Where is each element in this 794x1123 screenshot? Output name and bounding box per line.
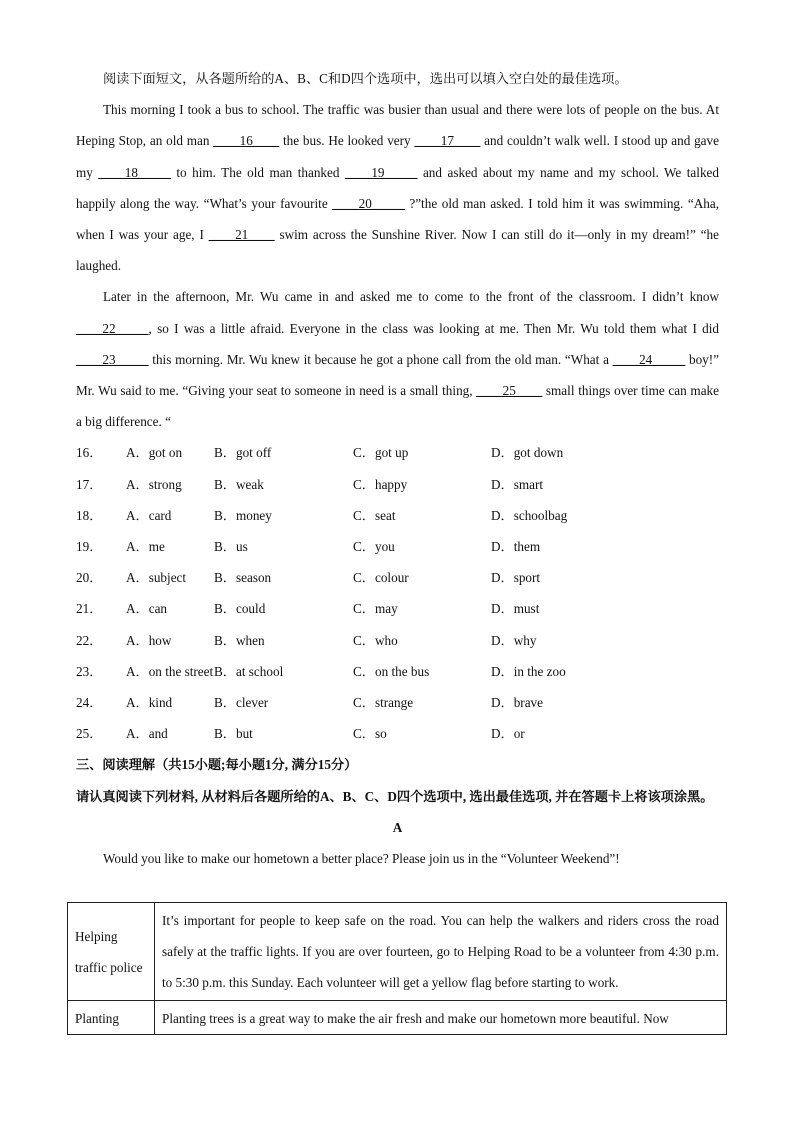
option-d[interactable]: D．why	[491, 632, 537, 648]
document-page	[76, 63, 719, 874]
option-b[interactable]: B．clever	[214, 694, 269, 710]
question-number: 20．	[76, 570, 103, 586]
option-row	[76, 687, 719, 718]
question-number: 19．	[76, 539, 103, 554]
option-c[interactable]: C．colour	[353, 570, 409, 586]
text-run: this morning. Mr. Wu knew it because he got a phone call from the old man. “What a	[148, 351, 613, 367]
passage-label: A	[392, 819, 403, 835]
blank-25: ____25____	[476, 383, 543, 399]
options-list	[76, 437, 719, 749]
text-run: Later in the afternoon, Mr. Wu came in and asked me to come to the front of the classroom. I didn’t know	[103, 289, 719, 305]
option-b[interactable]: B．money	[214, 507, 272, 523]
option-a[interactable]: A．card	[126, 507, 172, 523]
question-number: 16．	[76, 445, 103, 461]
question-number: 18．	[76, 507, 103, 523]
option-a[interactable]: A．got on	[126, 445, 183, 461]
option-c[interactable]: C．on the bus	[353, 663, 430, 679]
option-a[interactable]: A．strong	[126, 476, 182, 492]
option-d[interactable]: D．or	[491, 726, 525, 742]
cloze-instruction: 阅读下面短文，从各题所给的A、B、C和D四个选项中，选出可以填入空白处的最佳选项。	[103, 71, 628, 86]
text-run: This morning I took a bus to school. The traffic was busier than usual and there were lots of people on the bus. At Heping Stop, an old man	[76, 102, 719, 149]
text-run: , so I was a little afraid. Everyone in the class was looking at me. Then Mr. Wu told them what I did	[148, 320, 719, 336]
option-row	[76, 437, 719, 468]
option-b[interactable]: B．weak	[214, 476, 264, 492]
section-title: 三、阅读理解（共15小题;每小题1分, 满分15分）	[76, 757, 358, 773]
option-b[interactable]: B．could	[214, 601, 266, 617]
option-c[interactable]: C．strange	[353, 694, 414, 710]
option-row	[76, 593, 719, 624]
option-row	[76, 625, 719, 656]
option-d[interactable]: D．must	[491, 601, 540, 617]
option-d[interactable]: D．got down	[491, 445, 564, 461]
text-run: and asked about my name and my school. We talked happily along the way. “What’s your favourite	[76, 164, 719, 211]
blank-16: ____16____	[213, 133, 280, 149]
table-row	[68, 1001, 727, 1035]
text-run: the bus. He looked very	[279, 133, 415, 149]
blank-21: ____21____	[208, 227, 275, 243]
blank-24: ____24_____	[612, 351, 686, 367]
option-b[interactable]: B．when	[214, 632, 265, 648]
activity-description: Planting trees is a great way to make the air fresh and make our hometown more beautiful. Now	[155, 1001, 727, 1035]
option-c[interactable]: C．who	[353, 632, 398, 648]
activity-table	[67, 902, 727, 1035]
text-run: boy!” Mr. Wu said to me. “Giving your seat to someone in need is a small thing,	[76, 351, 719, 399]
question-number: 24．	[76, 694, 103, 710]
option-row	[76, 656, 719, 687]
question-number: 23．	[76, 663, 103, 679]
table-row	[68, 903, 727, 1001]
activity-label: Helping traffic police	[68, 903, 155, 1001]
blank-22: ____22_____	[76, 320, 149, 336]
cloze-paragraph-2	[76, 281, 719, 437]
question-number: 25．	[76, 726, 103, 742]
text-run: small things over time can make a big difference. “	[76, 383, 719, 430]
option-d[interactable]: D．schoolbag	[491, 507, 568, 523]
option-row	[76, 469, 719, 500]
option-c[interactable]: C．happy	[353, 476, 408, 492]
option-a[interactable]: A．subject	[126, 570, 187, 586]
option-d[interactable]: D．sport	[491, 570, 541, 586]
option-a[interactable]: A．can	[126, 601, 168, 617]
option-c[interactable]: C．seat	[353, 507, 396, 523]
section-instruction: 请认真阅读下列材料, 从材料后各题所给的A、B、C、D四个选项中, 选出最佳选项, 并在答题卡上将该项涂黑。	[76, 788, 714, 804]
option-a[interactable]: A．me	[126, 539, 165, 554]
option-row	[76, 718, 719, 749]
blank-23: ____23_____	[76, 351, 149, 367]
blank-17: ____17____	[414, 133, 481, 149]
option-b[interactable]: B．season	[214, 570, 272, 586]
blank-19: ____19_____	[344, 164, 418, 180]
question-number: 22．	[76, 632, 103, 648]
option-row	[76, 500, 719, 531]
text-run: ?”the old man asked. I told him it was swimming. “Aha, when I was your age, I	[76, 195, 719, 243]
activity-label: Planting	[68, 1001, 155, 1035]
option-d[interactable]: D．brave	[491, 694, 543, 710]
option-b[interactable]: B．got off	[214, 445, 272, 461]
blank-20: ____20_____	[332, 195, 405, 211]
activity-description: It’s important for people to keep safe on the road. You can help the walkers and riders cross the road safely at the traffic lights. If you are over fourteen, go to Helping Road to be a volunteer from 4:30 p.m. to 5:30 p.m. this Sunday. Each volunteer will get a yellow flag before starting to work.	[155, 903, 727, 1001]
option-d[interactable]: D．smart	[491, 476, 544, 492]
question-number: 21．	[76, 601, 103, 617]
option-row	[76, 562, 719, 593]
option-b[interactable]: B．at school	[214, 663, 284, 679]
option-a[interactable]: A．kind	[126, 694, 173, 710]
option-b[interactable]: B．but	[214, 726, 253, 742]
question-number: 17．	[76, 476, 103, 492]
option-c[interactable]: C．you	[353, 539, 395, 554]
option-d[interactable]: D．them	[491, 539, 541, 554]
option-c[interactable]: C．so	[353, 726, 387, 742]
passage-intro: Would you like to make our hometown a better place? Please join us in the “Volunteer Weekend”!	[103, 850, 620, 866]
blank-18: ____18_____	[98, 164, 171, 180]
text-run: to him. The old man thanked	[170, 164, 345, 180]
option-a[interactable]: A．on the street	[126, 663, 214, 679]
option-a[interactable]: A．how	[126, 632, 172, 648]
text-run: and couldn’t walk well. I stood up and gave my	[76, 133, 719, 180]
option-c[interactable]: C．got up	[353, 445, 409, 461]
option-b[interactable]: B．us	[214, 539, 248, 554]
option-d[interactable]: D．in the zoo	[491, 663, 566, 679]
option-row	[76, 531, 719, 562]
option-a[interactable]: A．and	[126, 726, 168, 742]
option-c[interactable]: C．may	[353, 601, 398, 617]
cloze-paragraph-1	[76, 94, 719, 281]
text-run: swim across the Sunshine River. Now I can still do it—only in my dream!” “he laughed.	[76, 227, 719, 274]
